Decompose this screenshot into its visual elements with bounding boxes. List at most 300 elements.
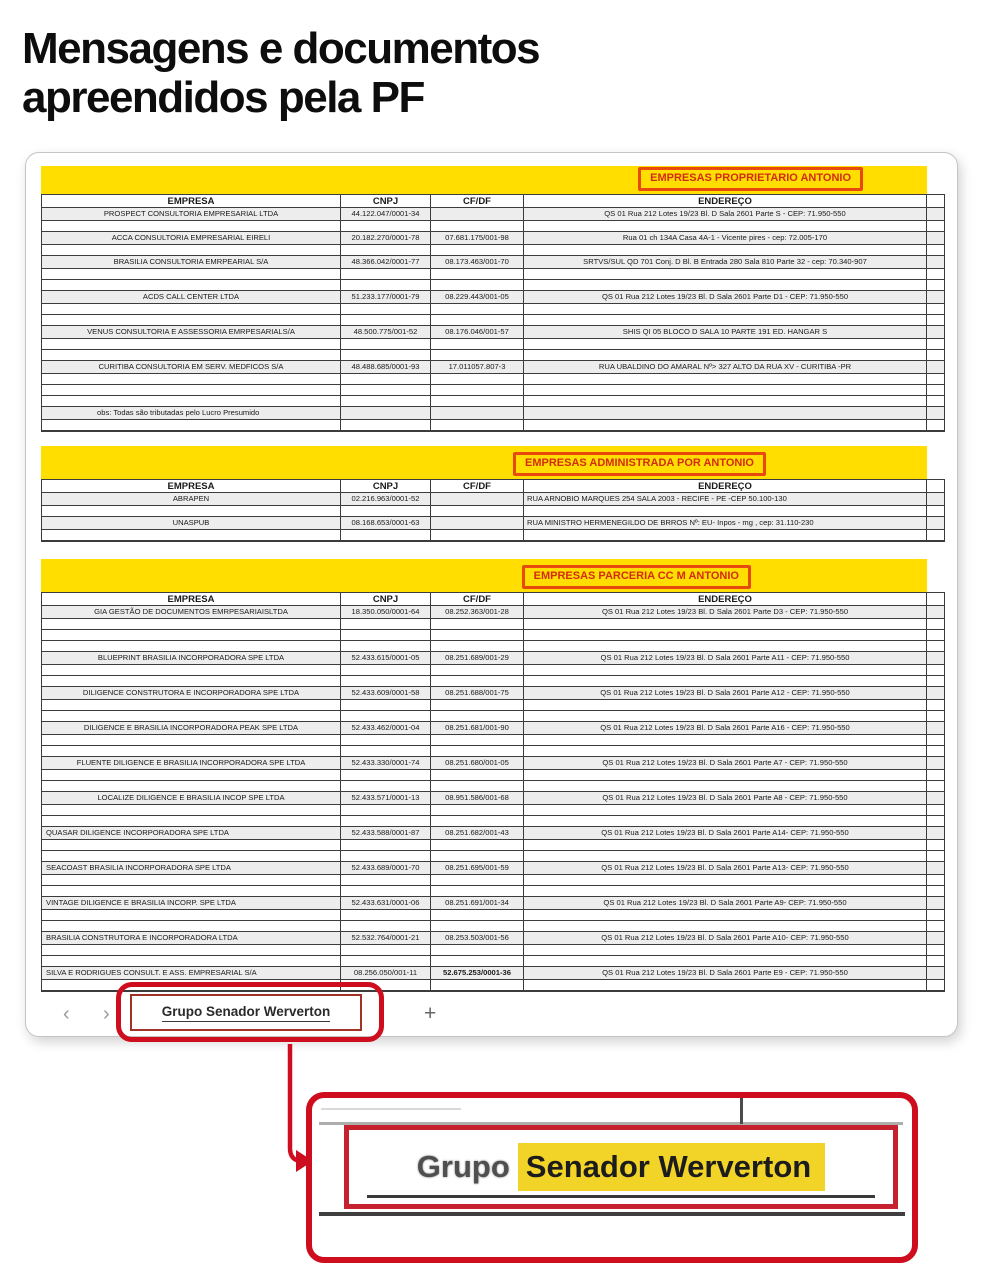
spacer-cell bbox=[926, 956, 944, 966]
spacer-cell bbox=[523, 339, 926, 349]
spacer-cell bbox=[430, 641, 523, 651]
column-header: EMPRESA bbox=[42, 480, 340, 492]
spacer-cell bbox=[430, 886, 523, 896]
empty-cell bbox=[430, 407, 523, 419]
spacer-cell bbox=[340, 304, 430, 314]
section-banner-band bbox=[41, 166, 927, 194]
spacer-cell bbox=[523, 851, 926, 861]
spacer-row bbox=[42, 269, 944, 280]
spacer-cell bbox=[42, 805, 340, 815]
spacer-cell bbox=[42, 921, 340, 931]
spacer-cell bbox=[926, 641, 944, 651]
spacer-cell bbox=[430, 245, 523, 255]
spacer-cell bbox=[523, 980, 926, 990]
empresa-cell: BLUEPRINT BRASILIA INCORPORADORA SPE LTDA bbox=[97, 653, 285, 662]
spacer-cell bbox=[42, 840, 340, 850]
spare-column-cell bbox=[926, 827, 944, 839]
spacer-cell bbox=[926, 350, 944, 360]
spare-column-cell bbox=[926, 687, 944, 699]
spare-column-cell bbox=[926, 757, 944, 769]
section-banner-band bbox=[41, 446, 927, 479]
cfdf-cell: 08.251.681/001-90 bbox=[430, 722, 523, 734]
empresa-cell: QUASAR DILIGENCE INCORPORADORA SPE LTDA bbox=[46, 828, 229, 837]
empresa-cell: FLUENTE DILIGENCE E BRASILIA INCORPORADORA SPE LTDA bbox=[76, 758, 306, 767]
cnpj-cell: 48.500.775/001-52 bbox=[340, 326, 430, 338]
spacer-cell bbox=[42, 816, 340, 826]
spacer-cell bbox=[430, 221, 523, 231]
spacer-cell bbox=[42, 385, 340, 395]
spacer-cell bbox=[926, 676, 944, 686]
cnpj-cell: 48.366.042/0001-77 bbox=[340, 256, 430, 268]
cnpj-cell: 52.532.764/0001-21 bbox=[340, 932, 430, 944]
spare-column-cell bbox=[926, 722, 944, 734]
spacer-cell bbox=[926, 886, 944, 896]
spacer-row bbox=[42, 420, 944, 431]
spacer-cell bbox=[926, 385, 944, 395]
spacer-cell bbox=[523, 630, 926, 640]
endereco-cell: QS 01 Rua 212 Lotes 19/23 Bl. D Sala 2601 Parte A11 - CEP: 71.950-550 bbox=[523, 652, 926, 664]
spacer-cell bbox=[523, 315, 926, 325]
spacer-cell bbox=[430, 420, 523, 430]
spacer-cell bbox=[340, 781, 430, 791]
spacer-cell bbox=[430, 945, 523, 955]
spacer-cell bbox=[42, 956, 340, 966]
spacer-row bbox=[42, 700, 944, 711]
spacer-cell bbox=[926, 665, 944, 675]
spacer-row bbox=[42, 805, 944, 816]
spreadsheet-screenshot-card bbox=[25, 152, 958, 1037]
spacer-cell bbox=[42, 641, 340, 651]
cfdf-cell: 08.251.680/001-05 bbox=[430, 757, 523, 769]
spacer-cell bbox=[926, 339, 944, 349]
spare-column-cell bbox=[926, 967, 944, 979]
spacer-cell bbox=[430, 280, 523, 290]
spacer-cell bbox=[926, 315, 944, 325]
endereco-cell: RUA UBALDINO DO AMARAL Nº> 327 ALTO DA RUA XV - CURITIBA -PR bbox=[523, 361, 926, 373]
spacer-cell bbox=[926, 770, 944, 780]
cfdf-cell bbox=[430, 208, 523, 220]
spare-column-cell bbox=[926, 652, 944, 664]
cnpj-cell: 52.433.631/0001-06 bbox=[340, 897, 430, 909]
cnpj-cell: 44.122.047/0001-34 bbox=[340, 208, 430, 220]
section-banner-label: EMPRESAS PARCERIA CC M ANTONIO bbox=[522, 565, 751, 589]
cnpj-cell: 52.433.689/0001-70 bbox=[340, 862, 430, 874]
spare-column-cell bbox=[926, 593, 944, 605]
spacer-row bbox=[42, 339, 944, 350]
spacer-cell bbox=[926, 921, 944, 931]
empresa-cell: CURITIBA CONSULTORIA EM SERV. MEDFICOS S/A bbox=[98, 362, 284, 371]
spacer-cell bbox=[340, 630, 430, 640]
cnpj-cell: 52.433.571/0001-13 bbox=[340, 792, 430, 804]
endereco-cell: QS 01 Rua 212 Lotes 19/23 Bl. D Sala 2601 Parte A9- CEP: 71.950-550 bbox=[523, 897, 926, 909]
spare-column-cell bbox=[926, 195, 944, 207]
spare-column-cell bbox=[926, 862, 944, 874]
spacer-cell bbox=[340, 665, 430, 675]
cnpj-cell: 51.233.177/0001-79 bbox=[340, 291, 430, 303]
spacer-cell bbox=[430, 339, 523, 349]
spacer-cell bbox=[42, 735, 340, 745]
cfdf-cell: 17.011057.807-3 bbox=[430, 361, 523, 373]
column-header-row bbox=[42, 593, 944, 606]
callout-tab-box bbox=[344, 1125, 898, 1209]
spacer-cell bbox=[926, 875, 944, 885]
table-row bbox=[42, 361, 944, 374]
endereco-cell: RUA MINISTRO HERMENEGILDO DE BRROS Nº: EU- Inpos - mg , cep: 31.110-230 bbox=[523, 517, 926, 529]
column-header: ENDEREÇO bbox=[523, 480, 926, 492]
cfdf-cell: 07.681.175/001-98 bbox=[430, 232, 523, 244]
spacer-row bbox=[42, 506, 944, 517]
cnpj-cell: 48.488.685/0001-93 bbox=[340, 361, 430, 373]
cnpj-cell: 08.168.653/0001-63 bbox=[340, 517, 430, 529]
spare-column-cell bbox=[926, 407, 944, 419]
spacer-row bbox=[42, 641, 944, 652]
endereco-cell: QS 01 Rua 212 Lotes 19/23 Bl. D Sala 2601 Parte A13- CEP: 71.950-550 bbox=[523, 862, 926, 874]
empresa-cell: GIA GESTÃO DE DOCUMENTOS EMRPESARIAISLTDA bbox=[94, 607, 288, 616]
spacer-cell bbox=[926, 506, 944, 516]
column-header-row bbox=[42, 480, 944, 493]
spacer-cell bbox=[340, 700, 430, 710]
endereco-cell: QS 01 Rua 212 Lotes 19/23 Bl. D Sala 2601 Parte D1 - CEP: 71.950-550 bbox=[523, 291, 926, 303]
spacer-cell bbox=[523, 956, 926, 966]
spacer-cell bbox=[42, 665, 340, 675]
empresa-cell: SEACOAST BRASILIA INCORPORADORA SPE LTDA bbox=[46, 863, 231, 872]
spacer-cell bbox=[926, 530, 944, 540]
cnpj-cell: 20.182.270/0001-78 bbox=[340, 232, 430, 244]
note-cell: obs: Todas são tributadas pelo Lucro Presumido bbox=[97, 408, 260, 417]
spacer-cell bbox=[42, 506, 340, 516]
endereco-cell: QS 01 Rua 212 Lotes 19/23 Bl. D Sala 2601 Parte D3 - CEP: 71.950-550 bbox=[523, 606, 926, 618]
spacer-cell bbox=[340, 805, 430, 815]
spacer-cell bbox=[926, 735, 944, 745]
spacer-cell bbox=[42, 315, 340, 325]
cfdf-cell: 08.252.363/001-28 bbox=[430, 606, 523, 618]
callout-tab-text bbox=[417, 1149, 825, 1185]
spacer-cell bbox=[340, 221, 430, 231]
spacer-row bbox=[42, 530, 944, 541]
callout-tab-prefix: Grupo bbox=[416, 1149, 510, 1184]
spacer-cell bbox=[926, 910, 944, 920]
spacer-row bbox=[42, 770, 944, 781]
section-grid bbox=[41, 194, 945, 432]
spacer-cell bbox=[523, 396, 926, 406]
table-row bbox=[42, 757, 944, 770]
spare-column-cell bbox=[926, 606, 944, 618]
spacer-cell bbox=[926, 269, 944, 279]
spacer-cell bbox=[430, 851, 523, 861]
empresa-cell: LOCALIZE DILIGENCE E BRASILIA INCOP SPE LTDA bbox=[97, 793, 285, 802]
sheet-nav-prev-icon[interactable]: ‹ bbox=[63, 1003, 70, 1025]
table-row bbox=[42, 493, 944, 506]
endereco-cell: QS 01 Rua 212 Lotes 19/23 Bl. D Sala 2601 Parte A10- CEP: 71.950-550 bbox=[523, 932, 926, 944]
cnpj-cell: 02.216.963/0001-52 bbox=[340, 493, 430, 505]
spacer-row bbox=[42, 945, 944, 956]
spacer-cell bbox=[42, 245, 340, 255]
spacer-cell bbox=[430, 816, 523, 826]
spacer-cell bbox=[42, 781, 340, 791]
endereco-cell: QS 01 Rua 212 Lotes 19/23 Bl. D Sala 2601 Parte A14- CEP: 71.950-550 bbox=[523, 827, 926, 839]
table-section bbox=[41, 446, 943, 542]
spacer-cell bbox=[926, 980, 944, 990]
column-header: CF/DF bbox=[430, 480, 523, 492]
spacer-cell bbox=[340, 945, 430, 955]
spacer-cell bbox=[42, 350, 340, 360]
spacer-cell bbox=[430, 269, 523, 279]
spare-column-cell bbox=[926, 232, 944, 244]
table-row bbox=[42, 606, 944, 619]
spacer-cell bbox=[926, 816, 944, 826]
cnpj-cell: 52.433.330/0001-74 bbox=[340, 757, 430, 769]
add-sheet-button[interactable]: + bbox=[424, 1002, 437, 1025]
spare-column-cell bbox=[926, 291, 944, 303]
spacer-cell bbox=[42, 630, 340, 640]
empty-cell bbox=[340, 407, 430, 419]
spacer-row bbox=[42, 816, 944, 827]
empresa-cell: BRASILIA CONSULTORIA EMRPEARIAL S/A bbox=[113, 257, 269, 266]
page-title bbox=[22, 24, 742, 123]
spare-column-cell bbox=[926, 256, 944, 268]
spacer-cell bbox=[926, 304, 944, 314]
endereco-cell: QS 01 Rua 212 Lotes 19/23 Bl. D Sala 2601 Parte A16 - CEP: 71.950-550 bbox=[523, 722, 926, 734]
spacer-cell bbox=[926, 630, 944, 640]
spacer-cell bbox=[42, 420, 340, 430]
column-header: EMPRESA bbox=[42, 593, 340, 605]
empresa-cell: VINTAGE DILIGENCE E BRASILIA INCORP. SPE LTDA bbox=[46, 898, 236, 907]
spacer-cell bbox=[926, 945, 944, 955]
spacer-cell bbox=[42, 530, 340, 540]
spacer-cell bbox=[523, 506, 926, 516]
spacer-cell bbox=[523, 641, 926, 651]
spacer-cell bbox=[523, 805, 926, 815]
table-row bbox=[42, 827, 944, 840]
section-banner-label: EMPRESAS ADMINISTRADA POR ANTONIO bbox=[513, 452, 766, 476]
spacer-cell bbox=[430, 875, 523, 885]
spacer-cell bbox=[430, 396, 523, 406]
spacer-cell bbox=[430, 805, 523, 815]
spacer-row bbox=[42, 221, 944, 232]
spacer-cell bbox=[430, 350, 523, 360]
spacer-cell bbox=[340, 676, 430, 686]
spacer-row bbox=[42, 746, 944, 757]
spacer-cell bbox=[340, 770, 430, 780]
column-header: ENDEREÇO bbox=[523, 195, 926, 207]
cfdf-cell: 08.251.691/001-34 bbox=[430, 897, 523, 909]
sheet-nav-next-icon[interactable]: › bbox=[103, 1003, 110, 1025]
spacer-cell bbox=[340, 746, 430, 756]
spacer-cell bbox=[523, 945, 926, 955]
spacer-cell bbox=[430, 630, 523, 640]
spacer-cell bbox=[523, 735, 926, 745]
spacer-cell bbox=[340, 619, 430, 629]
spacer-cell bbox=[340, 350, 430, 360]
column-header: CNPJ bbox=[340, 593, 430, 605]
spacer-row bbox=[42, 735, 944, 746]
callout-grid-line-top bbox=[321, 1108, 461, 1110]
cfdf-cell bbox=[430, 493, 523, 505]
spacer-cell bbox=[523, 875, 926, 885]
spacer-cell bbox=[340, 339, 430, 349]
empresa-cell: ABRAPEN bbox=[172, 494, 210, 503]
spacer-cell bbox=[340, 280, 430, 290]
section-grid bbox=[41, 592, 945, 992]
spacer-cell bbox=[42, 396, 340, 406]
table-row bbox=[42, 792, 944, 805]
spacer-cell bbox=[42, 945, 340, 955]
table-section bbox=[41, 166, 943, 432]
spare-column-cell bbox=[926, 208, 944, 220]
spacer-row bbox=[42, 886, 944, 897]
endereco-cell: QS 01 Rua 212 Lotes 19/23 Bl. D Sala 2601 Parte E9 - CEP: 71.950-550 bbox=[523, 967, 926, 979]
column-header: EMPRESA bbox=[42, 195, 340, 207]
cfdf-cell: 08.251.682/001-43 bbox=[430, 827, 523, 839]
page-title-line1: Mensagens e documentos bbox=[22, 24, 540, 73]
spacer-row bbox=[42, 350, 944, 361]
spare-column-cell bbox=[926, 493, 944, 505]
spacer-row bbox=[42, 385, 944, 396]
spacer-row bbox=[42, 619, 944, 630]
spacer-row bbox=[42, 280, 944, 291]
cfdf-cell: 08.229.443/001-05 bbox=[430, 291, 523, 303]
endereco-cell: QS 01 Rua 212 Lotes 19/23 Bl. D Sala 2601 Parte A7 - CEP: 71.950-550 bbox=[523, 757, 926, 769]
spacer-cell bbox=[42, 851, 340, 861]
spacer-cell bbox=[42, 280, 340, 290]
cfdf-cell: 08.253.503/001-56 bbox=[430, 932, 523, 944]
spacer-cell bbox=[430, 781, 523, 791]
spacer-cell bbox=[430, 315, 523, 325]
spacer-cell bbox=[523, 816, 926, 826]
spacer-cell bbox=[523, 619, 926, 629]
section-banner-label: EMPRESAS PROPRIETARIO ANTONIO bbox=[638, 167, 863, 191]
spacer-cell bbox=[523, 910, 926, 920]
spacer-row bbox=[42, 956, 944, 967]
spacer-row bbox=[42, 910, 944, 921]
section-grid bbox=[41, 479, 945, 542]
spacer-row bbox=[42, 304, 944, 315]
table-row bbox=[42, 517, 944, 530]
cnpj-cell: 08.256.050/001-11 bbox=[340, 967, 430, 979]
spare-column-cell bbox=[926, 480, 944, 492]
spacer-row bbox=[42, 245, 944, 256]
spacer-cell bbox=[42, 875, 340, 885]
spacer-cell bbox=[340, 315, 430, 325]
spacer-cell bbox=[42, 746, 340, 756]
spacer-cell bbox=[430, 921, 523, 931]
spacer-cell bbox=[926, 280, 944, 290]
spacer-cell bbox=[523, 385, 926, 395]
empresa-cell: ACCA CONSULTORIA EMPRESARIAL EIRELI bbox=[111, 233, 271, 242]
sheet-tab-label: Grupo Senador Werverton bbox=[162, 1004, 331, 1022]
cfdf-cell: 08.251.689/001-29 bbox=[430, 652, 523, 664]
spacer-cell bbox=[523, 420, 926, 430]
note-row bbox=[42, 407, 944, 420]
table-row bbox=[42, 967, 944, 980]
page-title-line2: apreendidos pela PF bbox=[22, 73, 424, 123]
spacer-row bbox=[42, 676, 944, 687]
cfdf-cell: 08.251.688/001-75 bbox=[430, 687, 523, 699]
table-sections bbox=[41, 166, 943, 992]
cfdf-cell: 08.176.046/001-57 bbox=[430, 326, 523, 338]
spacer-cell bbox=[430, 956, 523, 966]
spacer-cell bbox=[430, 676, 523, 686]
table-row bbox=[42, 652, 944, 665]
spacer-cell bbox=[430, 619, 523, 629]
spacer-cell bbox=[42, 676, 340, 686]
spacer-cell bbox=[42, 304, 340, 314]
spacer-cell bbox=[340, 851, 430, 861]
spacer-cell bbox=[340, 816, 430, 826]
endereco-cell: QS 01 Rua 212 Lotes 19/23 Bl. D Sala 2601 Parte S - CEP: 71.950-550 bbox=[523, 208, 926, 220]
table-row bbox=[42, 208, 944, 221]
table-row bbox=[42, 291, 944, 304]
zoom-callout bbox=[306, 1092, 918, 1263]
spare-column-cell bbox=[926, 792, 944, 804]
spacer-row bbox=[42, 921, 944, 932]
spacer-cell bbox=[430, 735, 523, 745]
spare-column-cell bbox=[926, 932, 944, 944]
spacer-cell bbox=[430, 700, 523, 710]
spacer-cell bbox=[42, 700, 340, 710]
spacer-cell bbox=[42, 339, 340, 349]
spacer-cell bbox=[430, 374, 523, 384]
spacer-cell bbox=[926, 396, 944, 406]
spacer-cell bbox=[430, 665, 523, 675]
cfdf-cell bbox=[430, 517, 523, 529]
spacer-cell bbox=[926, 711, 944, 721]
spacer-cell bbox=[523, 700, 926, 710]
spacer-cell bbox=[926, 619, 944, 629]
sheet-tab[interactable] bbox=[130, 994, 362, 1031]
spacer-cell bbox=[926, 781, 944, 791]
spacer-cell bbox=[926, 245, 944, 255]
spacer-cell bbox=[42, 221, 340, 231]
spacer-cell bbox=[430, 980, 523, 990]
cfdf-cell: 08.251.695/001-59 bbox=[430, 862, 523, 874]
spacer-cell bbox=[340, 840, 430, 850]
spacer-cell bbox=[523, 781, 926, 791]
spacer-row bbox=[42, 315, 944, 326]
spacer-cell bbox=[340, 269, 430, 279]
empresa-cell: BRASILIA CONSTRUTORA E INCORPORADORA LTDA bbox=[46, 933, 238, 942]
column-header-row bbox=[42, 195, 944, 208]
spacer-cell bbox=[340, 245, 430, 255]
spacer-cell bbox=[523, 770, 926, 780]
endereco-cell: Rua 01 ch 134A Casa 4A-1 - Vicente pires - cep: 72.005-170 bbox=[523, 232, 926, 244]
table-row bbox=[42, 722, 944, 735]
callout-grid-line-bottom bbox=[319, 1212, 905, 1216]
spacer-cell bbox=[523, 746, 926, 756]
table-section bbox=[41, 559, 943, 992]
empresa-cell: ACDS CALL CENTER LTDA bbox=[142, 292, 240, 301]
spacer-cell bbox=[430, 385, 523, 395]
spacer-cell bbox=[340, 711, 430, 721]
spacer-cell bbox=[340, 530, 430, 540]
empresa-cell: PROSPECT CONSULTORIA EMPRESARIAL LTDA bbox=[103, 209, 279, 218]
spare-column-cell bbox=[926, 517, 944, 529]
endereco-cell: RUA ARNOBIO MARQUES 254 SALA 2003 - RECIFE - PE -CEP 50.100-130 bbox=[523, 493, 926, 505]
spare-column-cell bbox=[926, 326, 944, 338]
spacer-cell bbox=[430, 711, 523, 721]
spacer-cell bbox=[926, 420, 944, 430]
spacer-cell bbox=[430, 506, 523, 516]
table-row bbox=[42, 232, 944, 245]
spacer-row bbox=[42, 396, 944, 407]
table-row bbox=[42, 326, 944, 339]
spacer-cell bbox=[523, 280, 926, 290]
cfdf-cell: 08.173.463/001-70 bbox=[430, 256, 523, 268]
spacer-cell bbox=[523, 350, 926, 360]
cnpj-cell: 18.350.050/0001-64 bbox=[340, 606, 430, 618]
spacer-cell bbox=[340, 886, 430, 896]
cnpj-cell: 52.433.588/0001-87 bbox=[340, 827, 430, 839]
